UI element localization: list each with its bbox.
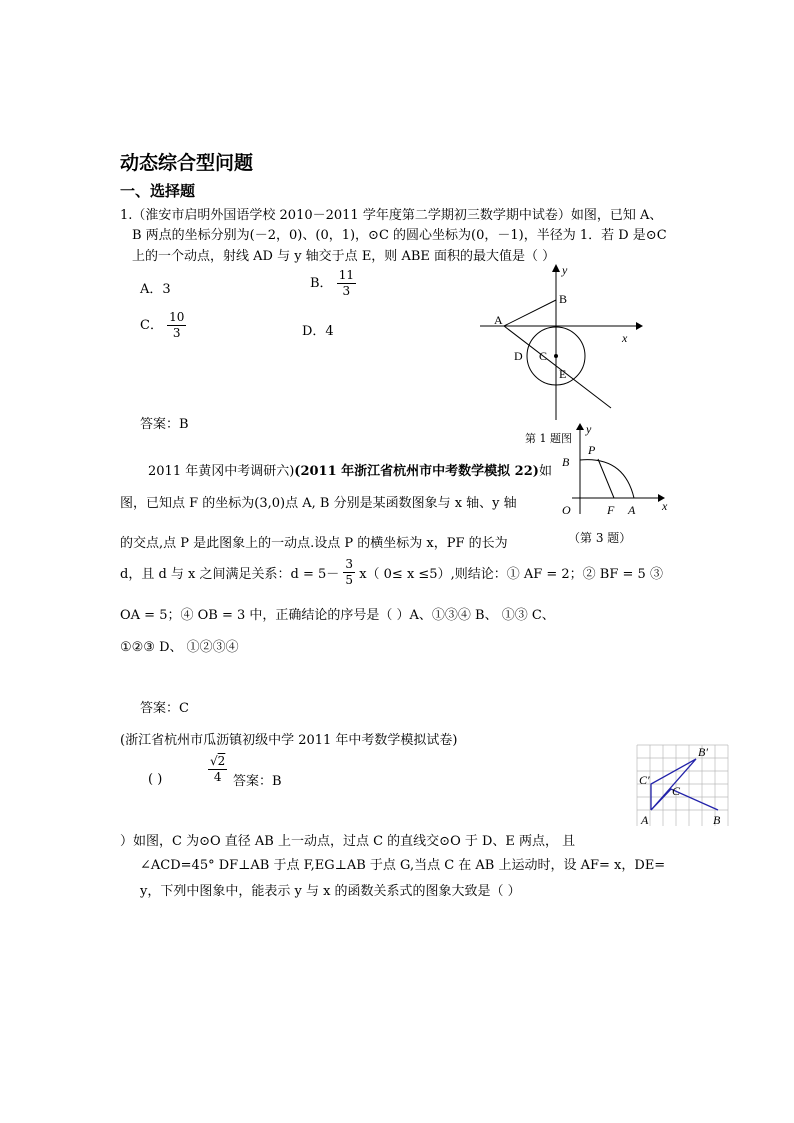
- q1-x-arrow: [636, 322, 643, 330]
- q3-source: (浙江省杭州市瓜沥镇初级中学 2011 年中考数学模拟试卷): [120, 733, 458, 748]
- q3-label-c-prime: C′: [639, 773, 650, 787]
- q3-fraction-option: [208, 754, 227, 785]
- q3-label-b: B: [713, 813, 721, 827]
- q2-relation-prefix: d，且 d 与 x 之间满足关系：d = 5－: [120, 567, 340, 582]
- q3-label-a: A: [641, 813, 649, 827]
- q2-source-a: 2011 年黄冈中考调研六): [148, 464, 295, 479]
- q1-label-c: C: [539, 349, 548, 363]
- q1-option-b-prefix: B．: [310, 276, 333, 291]
- q2-line-2: 图，已知点 F 的坐标为(3,0)点 A, B 分别是某函数图象与 x 轴、y 轴: [120, 496, 517, 511]
- q1-option-b-denominator: 3: [342, 284, 351, 298]
- q2-line-5: OA = 5；④ OB = 3 中，正确结论的序号是（ ）A、①③④ B、 ①③ C、: [120, 608, 555, 623]
- q2-label-y: y: [586, 422, 592, 436]
- q3-line-3: y，下列中图象中，能表示 y 与 x 的函数关系式的图象大致是（ ）: [140, 884, 521, 899]
- q2-label-o: O: [562, 503, 571, 517]
- q1-label-d: D: [514, 349, 523, 363]
- q3-line-1: ）如图，C 为⊙O 直径 AB 上一动点，过点 C 的直线交⊙O 于 D、E 两点， 且: [120, 834, 576, 849]
- q3-line-2: ∠ACD=45° DF⊥AB 于点 F,EG⊥AB 于点 G,当点 C 在 AB 上运动时，设 AF= x，DE=: [140, 858, 666, 873]
- q3-fraction-denominator: 4: [213, 770, 222, 784]
- q1-option-b-numerator: 11: [338, 268, 354, 282]
- q2-relation-suffix: x（ 0≤ x ≤5）,则结论：① AF = 2；② BF = 5 ③: [359, 567, 663, 582]
- q2-line-1: [148, 460, 552, 479]
- q1-center-dot: [554, 354, 558, 358]
- q3-sqrt2-over-4: [208, 754, 227, 785]
- q2-label-p: P: [588, 443, 596, 457]
- q3-answer: 答案：B: [233, 774, 282, 789]
- q3-figure: [632, 740, 734, 830]
- q2-label-f: F: [607, 503, 615, 517]
- q1-label-e: E: [559, 367, 567, 381]
- q1-ray-ad: [504, 326, 611, 408]
- q2-line-6: ①②③ D、 ①②③④: [120, 640, 239, 655]
- q1-figure-caption: 第 1 题图: [525, 432, 572, 445]
- q1-option-c: [140, 310, 186, 341]
- q2-figure-caption: （第 3 题）: [568, 531, 632, 545]
- q1-line-3: 上的一个动点，射线 AD 与 y 轴交于点 E，则 ABE 面积的最大值是（ ）: [132, 249, 556, 264]
- q2-source-b: (2011 年浙江省杭州市中考数学模拟 22): [294, 464, 539, 479]
- q1-answer: 答案：B: [140, 417, 189, 432]
- q1-option-b-fraction: [337, 268, 356, 299]
- q1-label-y: y: [562, 263, 568, 277]
- q1-option-c-fraction: [167, 310, 186, 341]
- page-title: 动态综合型问题: [120, 152, 254, 174]
- q1-figure: [470, 258, 650, 436]
- q2-label-b: B: [562, 455, 570, 469]
- q1-option-c-numerator: 10: [169, 310, 185, 324]
- q2-curve: [580, 460, 634, 498]
- q1-option-c-denominator: 3: [172, 326, 181, 340]
- q1-label-x: x: [622, 331, 628, 345]
- q3-fraction-numerator: √2: [210, 754, 226, 768]
- q1-option-b: [310, 268, 356, 299]
- q1-label-b: B: [559, 292, 568, 306]
- q1-label-a: A: [494, 313, 503, 327]
- q2-relation-fraction: [343, 557, 355, 588]
- q3-figure-lines: [651, 759, 718, 810]
- q2-answer: 答案：C: [140, 701, 189, 716]
- q2-line-1-tail: 如: [538, 464, 552, 479]
- q1-option-a: A．3: [140, 282, 171, 297]
- q1-segment-ab: [504, 300, 556, 326]
- q1-option-c-prefix: C．: [140, 318, 163, 333]
- q2-line-4: [120, 557, 663, 588]
- q1-option-d: D．4: [302, 324, 334, 339]
- q1-line-1: 1.（淮安市启明外国语学校 2010－2011 学年度第二学期初三数学期中试卷）如图，已知 A、: [120, 208, 663, 223]
- section-heading-choice: 一、选择题: [120, 182, 196, 200]
- q2-figure: [552, 420, 674, 520]
- q2-label-x: x: [662, 499, 668, 513]
- q2-fraction-denominator: 5: [345, 573, 354, 587]
- q2-fraction-numerator: 3: [345, 557, 354, 571]
- q2-line-3: 的交点,点 P 是此图象上的一动点.设点 P 的横坐标为 x，PF 的长为: [120, 536, 508, 551]
- q1-line-2: B 两点的坐标分别为(－2，0)、(0，1)，⊙C 的圆心坐标为(0，－1)，半径为 1．若 D 是⊙C: [132, 228, 667, 243]
- q2-label-a: A: [628, 503, 636, 517]
- q3-answer-blank: ( ): [148, 772, 163, 787]
- q2-y-arrow: [576, 423, 584, 430]
- q1-y-arrow: [552, 264, 560, 272]
- q3-label-b-prime: B′: [698, 745, 708, 759]
- q3-sqrt-value: 2: [217, 754, 226, 768]
- q3-label-c: C: [672, 784, 681, 798]
